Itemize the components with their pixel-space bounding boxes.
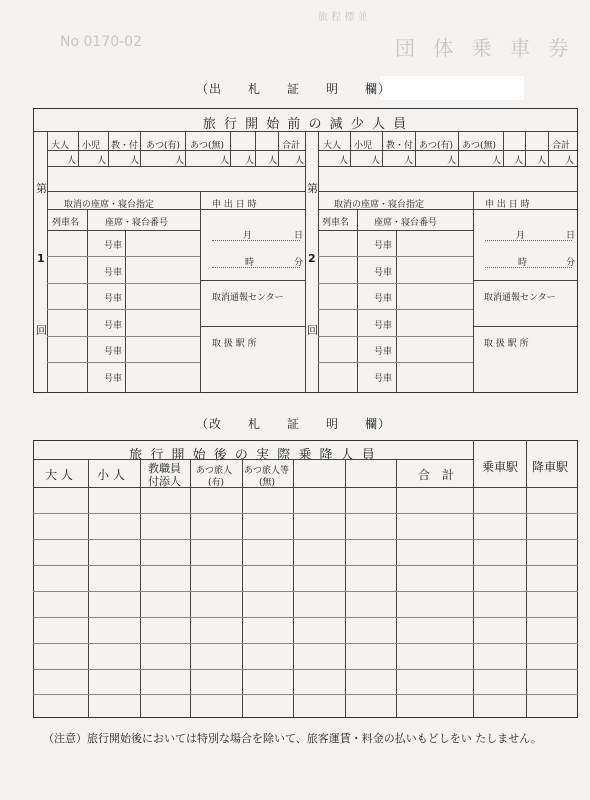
- panel-2-unit: 人: [565, 156, 575, 166]
- panel-1-unit: 人: [130, 156, 140, 166]
- panel-1-cancel-label: 取消の座席・寝台指定: [64, 200, 155, 210]
- panel-1-header-teacher: 教・付: [111, 141, 139, 151]
- panel-2-left-strip: [318, 131, 319, 393]
- gate-row-line: [33, 643, 578, 644]
- panel-2-hour: 時: [518, 258, 528, 268]
- panel-2-header-atsu-no: あつ(無): [462, 141, 497, 151]
- gate-table-title: 旅 行 開 始 後 の 実 際 乗 降 人 員: [129, 448, 377, 463]
- panel-1-unit: 人: [175, 156, 185, 166]
- panel-1-minute: 分: [294, 258, 304, 268]
- panel-1-center: 取消通報センター: [212, 293, 284, 303]
- panel-1-date-header: 申 出 日 時: [212, 200, 257, 210]
- caution-note: （注意）旅行開始後においては特別な場合を除いて、旅客運賃・料金の払いもどしをい たしません。: [43, 732, 542, 745]
- panel-2-unit: 人: [404, 156, 414, 166]
- panel-2-header-adult: 大人: [323, 141, 342, 151]
- panel-1-unit: 人: [295, 156, 305, 166]
- gate-header-staff-line2: 付添人: [148, 475, 181, 488]
- gate-header-atsu-no-line2: (無): [259, 478, 276, 488]
- panel-2-unit: 人: [371, 156, 381, 166]
- bleed-through-title: 団 体 乗 車 券: [395, 36, 575, 60]
- gate-row-line: [33, 669, 578, 670]
- panel-1-header-atsu-yes: あつ(有): [146, 141, 181, 151]
- panel-2-car-label: 号車: [374, 347, 393, 357]
- panel-2-header-atsu-yes: あつ(有): [419, 141, 454, 151]
- panel-2-header-child: 小児: [354, 141, 373, 151]
- panel-2-car-label: 号車: [374, 374, 393, 384]
- gate-header-atsu-yes-line1: あつ旅人: [196, 466, 233, 476]
- panel-2-header-teacher: 教・付: [386, 141, 414, 151]
- panel-2-no: 2: [308, 252, 316, 265]
- panel-2-car-label: 号車: [374, 241, 393, 251]
- panel-1-no-suffix: 回: [36, 324, 47, 337]
- panel-2-unit: 人: [537, 156, 547, 166]
- panel-2-center: 取消通報センター: [484, 293, 556, 303]
- panel-1-header-total: 合計: [282, 141, 301, 151]
- panel-1-car-label: 号車: [104, 321, 123, 331]
- panel-1-unit: 人: [97, 156, 107, 166]
- panel-2-car-label: 号車: [374, 294, 393, 304]
- gate-header-atsu-no-line1: あつ旅人等: [244, 466, 290, 476]
- panel-1-car-label: 号車: [104, 347, 123, 357]
- gate-header-board: 乗車駅: [482, 460, 519, 474]
- panel-2-date-header: 申 出 日 時: [485, 200, 530, 210]
- panel-2-day: 日: [566, 231, 576, 241]
- panel-2-header-total: 合計: [552, 141, 571, 151]
- panel-1-car-label: 号車: [104, 241, 123, 251]
- panel-2-cancel-label: 取消の座席・寝台指定: [334, 200, 425, 210]
- panel-1-col-train: 列車名: [52, 218, 80, 228]
- departure-table-title: 旅 行 開 始 前 の 減 少 人 員: [202, 117, 409, 132]
- panel-2-office: 取 扱 駅 所: [484, 339, 529, 349]
- panel-1-unit: 人: [245, 156, 255, 166]
- panel-divider: [305, 131, 306, 393]
- panel-1-car-label: 号車: [104, 268, 123, 278]
- panel-2-minute: 分: [566, 258, 576, 268]
- gate-row-line: [33, 513, 578, 514]
- panel-1-car-label: 号車: [104, 374, 123, 384]
- gate-header-total: 合 計: [418, 468, 455, 482]
- gate-row-line: [33, 591, 578, 592]
- panel-1-left-strip: [47, 131, 48, 393]
- panel-2-unit: 人: [492, 156, 502, 166]
- gate-row-line: [33, 617, 578, 618]
- panel-1-col-seat: 座席・寝台番号: [105, 218, 169, 228]
- panel-2-unit: 人: [339, 156, 349, 166]
- bleed-through-text: 旅 程 標 並: [318, 12, 368, 23]
- gate-row-line: [33, 539, 578, 540]
- panel-1-unit: 人: [268, 156, 278, 166]
- panel-2-no-prefix: 第: [307, 182, 318, 195]
- gate-header-atsu-yes-line2: (有): [208, 478, 225, 488]
- panel-1-header-adult: 大人: [51, 141, 70, 151]
- panel-1-header-atsu-no: あつ(無): [190, 141, 225, 151]
- panel-1-unit: 人: [67, 156, 77, 166]
- panel-2-col-train: 列車名: [322, 218, 350, 228]
- panel-2-no-suffix: 回: [307, 324, 318, 337]
- gate-section-title: （改 札 証 明 欄）: [196, 417, 392, 431]
- gate-row-line: [33, 694, 578, 695]
- panel-1-car-label: 号車: [104, 294, 123, 304]
- panel-2-month: 月: [516, 231, 526, 241]
- panel-2-car-label: 号車: [374, 268, 393, 278]
- panel-1-hour: 時: [245, 258, 255, 268]
- panel-2-unit: 人: [447, 156, 457, 166]
- panel-1-month: 月: [243, 231, 253, 241]
- gate-header-alight: 降車駅: [532, 460, 569, 474]
- departure-section-title: （出 札 証 明 欄）: [196, 82, 392, 96]
- gate-header-staff-line1: 教職員: [148, 462, 181, 475]
- title-highlight-box: [380, 76, 524, 100]
- panel-1-no-prefix: 第: [36, 182, 47, 195]
- bleed-through-number: No 0170-02: [60, 34, 142, 50]
- panel-1-office: 取 扱 駅 所: [212, 339, 257, 349]
- gate-header-child: 小 人: [97, 468, 125, 482]
- gate-header-adult: 大 人: [45, 468, 73, 482]
- panel-2-unit: 人: [514, 156, 524, 166]
- panel-2-car-label: 号車: [374, 321, 393, 331]
- panel-1-header-child: 小児: [82, 141, 101, 151]
- panel-1-day: 日: [294, 231, 304, 241]
- panel-1-no: 1: [37, 252, 45, 265]
- panel-1-unit: 人: [220, 156, 230, 166]
- panel-2-col-seat: 座席・寝台番号: [374, 218, 438, 228]
- gate-row-line: [33, 565, 578, 566]
